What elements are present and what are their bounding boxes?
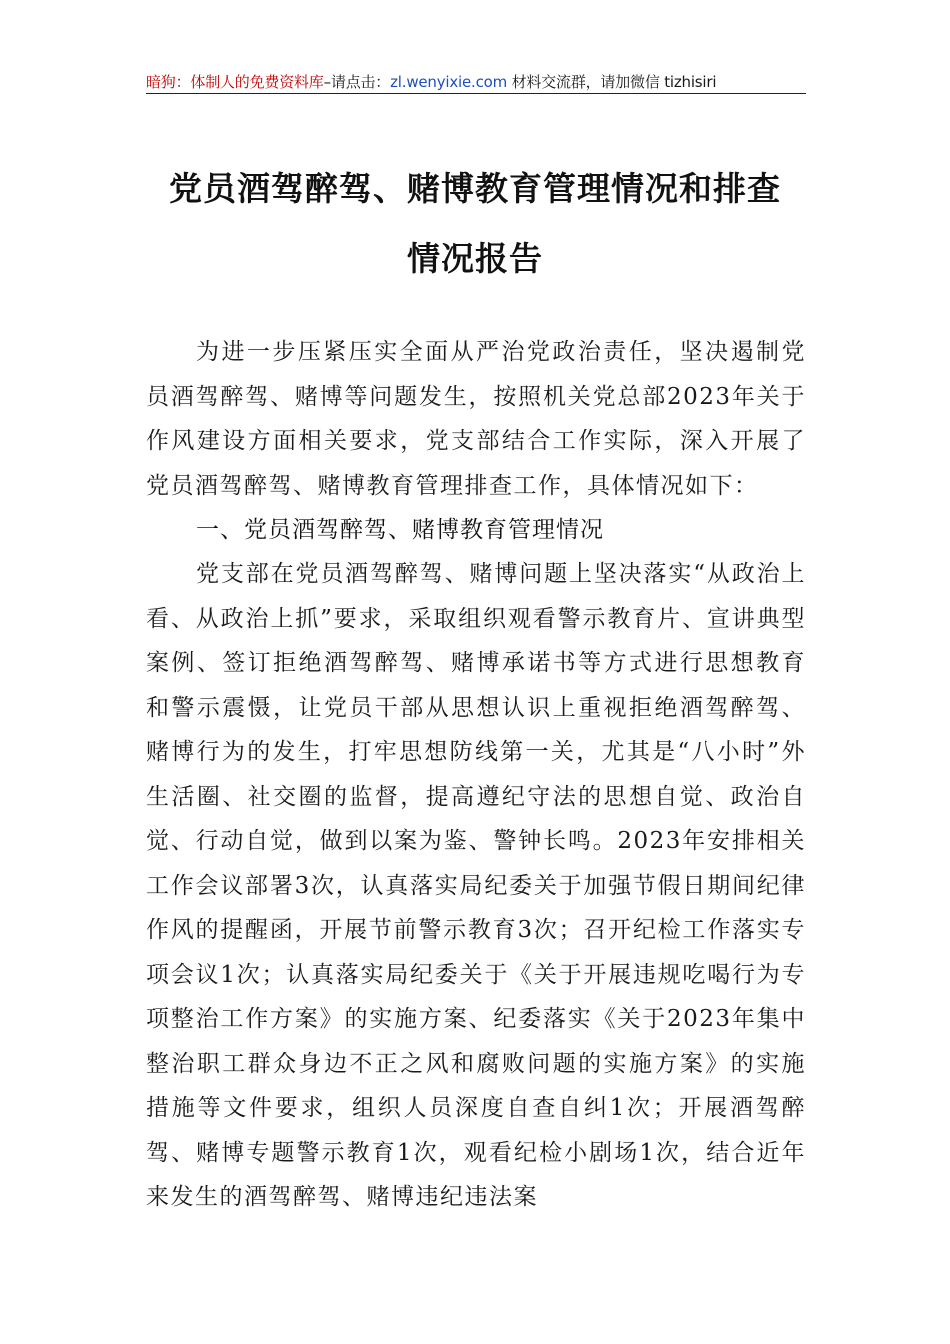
section-1-paragraph: 党支部在党员酒驾醉驾、赌博问题上坚决落实“从政治上看、从政治上抓”要求，采取组织观看警示教育片、宣讲典型案例、签订拒绝酒驾醉驾、赌博承诺书等方式进行思想教育和警示震慑，让党员干部从思想认识上重视拒绝酒驾醉驾、赌博行为的发生，打牢思想防线第一关，尤其是“八小时”外生活圈、社交圈的监督，提高遵纪守法的思想自觉、政治自觉、行动自觉，做到以案为鉴、警钟长鸣。2023年安排相关工作会议部署3次，认真落实局纪委关于加强节假日期间纪律作风的提醒函，开展节前警示教育3次；召开纪检工作落实专项会议1次；认真落实局纪委关于《关于开展违规吃喝行为专项整治工作方案》的实施方案、纪委落实《关于2023年集中整治职工群众身边不正之风和腐败问题的实施方案》的实施措施等文件要求，组织人员深度自查自纠1次；开展酒驾醉驾、赌博专题警示教育1次，观看纪检小剧场1次，结合近年来发生的酒驾醉驾、赌博违纪违法案 [146,561,806,1210]
header-divider [146,93,806,94]
header-link[interactable]: zl.wenyixie.com [390,73,508,91]
page-header [146,71,806,92]
document-title-line-2: 情况报告 [407,239,543,278]
intro-paragraph: 为进一步压紧压实全面从严治党政治责任，坚决遏制党员酒驾醉驾、赌博等问题发生，按照机关党总部2023年关于作风建设方面相关要求，党支部结合工作实际，深入开展了党员酒驾醉驾、赌博教育管理排查工作，具体情况如下： [146,339,806,499]
section-1-heading: 一、党员酒驾醉驾、赌博教育管理情况 [196,517,604,543]
header-click-prompt: –请点击： [323,73,391,91]
header-contact: 材料交流群，请加微信 tizhisiri [507,73,717,91]
document-title-line-1: 党员酒驾醉驾、赌博教育管理情况和排查 [169,169,781,208]
header-site-name: 暗狗：体制人的免费资料库 [146,73,324,91]
